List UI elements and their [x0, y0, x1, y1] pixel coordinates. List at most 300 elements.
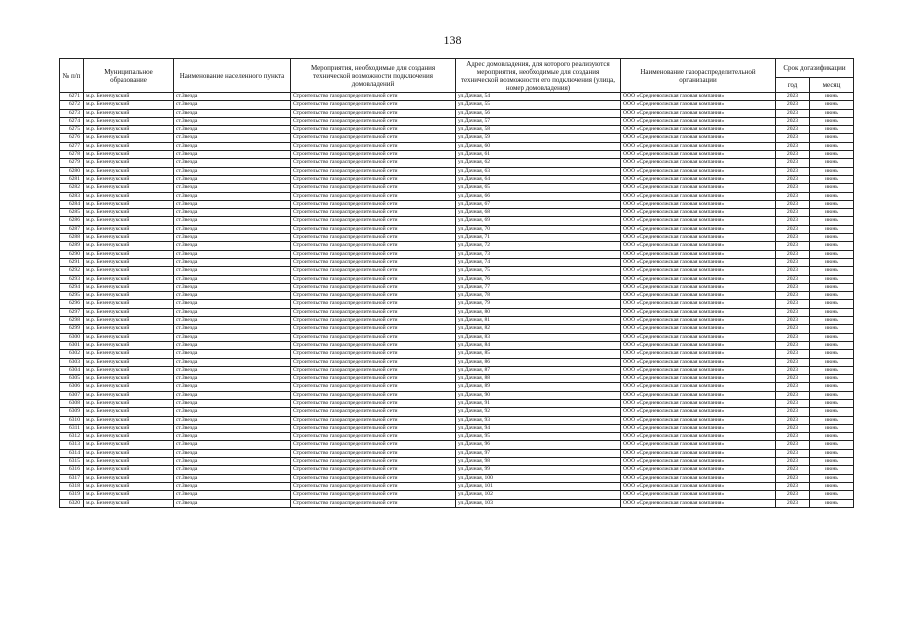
cell-organization: ООО «Средневолжская газовая компания»: [621, 499, 776, 507]
cell-year: 2023: [776, 358, 810, 366]
cell-measure: Строительство газораспределительной сети: [291, 101, 456, 109]
table-row: [60, 366, 854, 374]
cell-municipality: м.р. Безенчукский: [84, 283, 174, 291]
cell-organization: ООО «Средневолжская газовая компания»: [621, 491, 776, 499]
cell-address: ул.Дачная, 87: [456, 366, 621, 374]
cell-year: 2023: [776, 267, 810, 275]
cell-measure: Строительство газораспределительной сети: [291, 151, 456, 159]
cell-measure: Строительство газораспределительной сети: [291, 109, 456, 117]
cell-organization: ООО «Средневолжская газовая компания»: [621, 391, 776, 399]
cell-address: ул.Дачная, 82: [456, 325, 621, 333]
cell-settlement: ст.Звезда: [174, 308, 291, 316]
cell-measure: Строительство газораспределительной сети: [291, 283, 456, 291]
cell-settlement: ст.Звезда: [174, 433, 291, 441]
table-row: [60, 275, 854, 283]
cell-address: ул.Дачная, 101: [456, 482, 621, 490]
cell-organization: ООО «Средневолжская газовая компания»: [621, 433, 776, 441]
cell-num: 6297: [60, 308, 84, 316]
cell-municipality: м.р. Безенчукский: [84, 458, 174, 466]
cell-year: 2023: [776, 391, 810, 399]
cell-address: ул.Дачная, 78: [456, 292, 621, 300]
cell-num: 6279: [60, 159, 84, 167]
cell-measure: Строительство газораспределительной сети: [291, 375, 456, 383]
cell-organization: ООО «Средневолжская газовая компания»: [621, 142, 776, 150]
table-row: [60, 175, 854, 183]
cell-month: июнь: [810, 341, 854, 349]
cell-address: ул.Дачная, 75: [456, 267, 621, 275]
cell-month: июнь: [810, 350, 854, 358]
table-row: [60, 267, 854, 275]
table-row: [60, 433, 854, 441]
cell-organization: ООО «Средневолжская газовая компания»: [621, 159, 776, 167]
cell-settlement: ст.Звезда: [174, 383, 291, 391]
table-row: [60, 283, 854, 291]
cell-address: ул.Дачная, 83: [456, 333, 621, 341]
cell-municipality: м.р. Безенчукский: [84, 308, 174, 316]
cell-year: 2023: [776, 101, 810, 109]
cell-measure: Строительство газораспределительной сети: [291, 242, 456, 250]
cell-address: ул.Дачная, 103: [456, 499, 621, 507]
table-row: [60, 408, 854, 416]
cell-month: июнь: [810, 283, 854, 291]
cell-month: июнь: [810, 275, 854, 283]
table-row: [60, 391, 854, 399]
cell-num: 6310: [60, 416, 84, 424]
table-row: [60, 375, 854, 383]
cell-municipality: м.р. Безенчукский: [84, 292, 174, 300]
cell-num: 6305: [60, 375, 84, 383]
table-row: [60, 499, 854, 507]
cell-municipality: м.р. Безенчукский: [84, 491, 174, 499]
cell-year: 2023: [776, 424, 810, 432]
cell-num: 6292: [60, 267, 84, 275]
cell-organization: ООО «Средневолжская газовая компания»: [621, 341, 776, 349]
cell-measure: Строительство газораспределительной сети: [291, 358, 456, 366]
cell-settlement: ст.Звезда: [174, 333, 291, 341]
cell-num: 6276: [60, 134, 84, 142]
cell-address: ул.Дачная, 57: [456, 117, 621, 125]
cell-month: июнь: [810, 209, 854, 217]
cell-address: ул.Дачная, 61: [456, 151, 621, 159]
cell-settlement: ст.Звезда: [174, 250, 291, 258]
cell-settlement: ст.Звезда: [174, 391, 291, 399]
table-row: [60, 134, 854, 142]
cell-settlement: ст.Звезда: [174, 117, 291, 125]
cell-address: ул.Дачная, 54: [456, 93, 621, 101]
cell-municipality: м.р. Безенчукский: [84, 225, 174, 233]
cell-num: 6280: [60, 167, 84, 175]
cell-month: июнь: [810, 399, 854, 407]
cell-organization: ООО «Средневолжская газовая компания»: [621, 209, 776, 217]
cell-organization: ООО «Средневолжская газовая компания»: [621, 474, 776, 482]
cell-year: 2023: [776, 151, 810, 159]
cell-municipality: м.р. Безенчукский: [84, 466, 174, 474]
table-row: [60, 399, 854, 407]
cell-organization: ООО «Средневолжская газовая компания»: [621, 366, 776, 374]
cell-organization: ООО «Средневолжская газовая компания»: [621, 333, 776, 341]
cell-municipality: м.р. Безенчукский: [84, 499, 174, 507]
cell-month: июнь: [810, 383, 854, 391]
cell-settlement: ст.Звезда: [174, 200, 291, 208]
cell-month: июнь: [810, 433, 854, 441]
cell-measure: Строительство газораспределительной сети: [291, 200, 456, 208]
cell-municipality: м.р. Безенчукский: [84, 200, 174, 208]
cell-year: 2023: [776, 109, 810, 117]
cell-month: июнь: [810, 167, 854, 175]
cell-num: 6299: [60, 325, 84, 333]
cell-organization: ООО «Средневолжская газовая компания»: [621, 375, 776, 383]
cell-num: 6293: [60, 275, 84, 283]
cell-year: 2023: [776, 275, 810, 283]
table-row: [60, 151, 854, 159]
cell-year: 2023: [776, 308, 810, 316]
cell-year: 2023: [776, 159, 810, 167]
cell-measure: Строительство газораспределительной сети: [291, 482, 456, 490]
table-row: [60, 258, 854, 266]
cell-organization: ООО «Средневолжская газовая компания»: [621, 283, 776, 291]
cell-month: июнь: [810, 416, 854, 424]
cell-organization: ООО «Средневолжская газовая компания»: [621, 167, 776, 175]
cell-month: июнь: [810, 391, 854, 399]
table-header: [60, 59, 854, 93]
cell-year: 2023: [776, 341, 810, 349]
table-row: [60, 225, 854, 233]
cell-address: ул.Дачная, 81: [456, 317, 621, 325]
cell-year: 2023: [776, 416, 810, 424]
cell-measure: Строительство газораспределительной сети: [291, 341, 456, 349]
cell-measure: Строительство газораспределительной сети: [291, 408, 456, 416]
cell-municipality: м.р. Безенчукский: [84, 474, 174, 482]
cell-settlement: ст.Звезда: [174, 408, 291, 416]
cell-month: июнь: [810, 267, 854, 275]
cell-measure: Строительство газораспределительной сети: [291, 499, 456, 507]
cell-year: 2023: [776, 350, 810, 358]
cell-month: июнь: [810, 192, 854, 200]
cell-organization: ООО «Средневолжская газовая компания»: [621, 308, 776, 316]
cell-address: ул.Дачная, 100: [456, 474, 621, 482]
cell-num: 6294: [60, 283, 84, 291]
table-row: [60, 350, 854, 358]
cell-year: 2023: [776, 242, 810, 250]
cell-month: июнь: [810, 333, 854, 341]
table-row: [60, 184, 854, 192]
cell-year: 2023: [776, 258, 810, 266]
cell-num: 6281: [60, 175, 84, 183]
cell-measure: Строительство газораспределительной сети: [291, 167, 456, 175]
cell-measure: Строительство газораспределительной сети: [291, 366, 456, 374]
cell-measure: Строительство газораспределительной сети: [291, 391, 456, 399]
cell-address: ул.Дачная, 71: [456, 234, 621, 242]
cell-municipality: м.р. Безенчукский: [84, 350, 174, 358]
cell-year: 2023: [776, 167, 810, 175]
cell-month: июнь: [810, 159, 854, 167]
cell-settlement: ст.Звезда: [174, 234, 291, 242]
cell-settlement: ст.Звезда: [174, 101, 291, 109]
cell-municipality: м.р. Безенчукский: [84, 258, 174, 266]
cell-settlement: ст.Звезда: [174, 416, 291, 424]
cell-municipality: м.р. Безенчукский: [84, 192, 174, 200]
cell-month: июнь: [810, 375, 854, 383]
table-row: [60, 242, 854, 250]
cell-municipality: м.р. Безенчукский: [84, 325, 174, 333]
cell-num: 6308: [60, 399, 84, 407]
cell-municipality: м.р. Безенчукский: [84, 441, 174, 449]
cell-municipality: м.р. Безенчукский: [84, 109, 174, 117]
cell-year: 2023: [776, 441, 810, 449]
cell-year: 2023: [776, 93, 810, 101]
cell-month: июнь: [810, 117, 854, 125]
cell-month: июнь: [810, 225, 854, 233]
cell-address: ул.Дачная, 77: [456, 283, 621, 291]
cell-municipality: м.р. Безенчукский: [84, 275, 174, 283]
cell-year: 2023: [776, 117, 810, 125]
cell-address: ул.Дачная, 80: [456, 308, 621, 316]
cell-year: 2023: [776, 408, 810, 416]
cell-month: июнь: [810, 474, 854, 482]
cell-address: ул.Дачная, 65: [456, 184, 621, 192]
cell-year: 2023: [776, 142, 810, 150]
cell-num: 6304: [60, 366, 84, 374]
table-row: [60, 458, 854, 466]
cell-measure: Строительство газораспределительной сети: [291, 184, 456, 192]
cell-measure: Строительство газораспределительной сети: [291, 474, 456, 482]
cell-measure: Строительство газораспределительной сети: [291, 433, 456, 441]
cell-address: ул.Дачная, 68: [456, 209, 621, 217]
cell-municipality: м.р. Безенчукский: [84, 184, 174, 192]
cell-municipality: м.р. Безенчукский: [84, 134, 174, 142]
table-row: [60, 416, 854, 424]
cell-year: 2023: [776, 317, 810, 325]
cell-organization: ООО «Средневолжская газовая компания»: [621, 109, 776, 117]
cell-organization: ООО «Средневолжская газовая компания»: [621, 458, 776, 466]
cell-settlement: ст.Звезда: [174, 192, 291, 200]
cell-month: июнь: [810, 491, 854, 499]
cell-organization: ООО «Средневолжская газовая компания»: [621, 184, 776, 192]
cell-organization: ООО «Средневолжская газовая компания»: [621, 267, 776, 275]
cell-municipality: м.р. Безенчукский: [84, 142, 174, 150]
cell-month: июнь: [810, 317, 854, 325]
cell-num: 6306: [60, 383, 84, 391]
cell-municipality: м.р. Безенчукский: [84, 399, 174, 407]
cell-measure: Строительство газораспределительной сети: [291, 308, 456, 316]
cell-settlement: ст.Звезда: [174, 267, 291, 275]
cell-settlement: ст.Звезда: [174, 341, 291, 349]
cell-month: июнь: [810, 200, 854, 208]
cell-organization: ООО «Средневолжская газовая компания»: [621, 424, 776, 432]
table-row: [60, 126, 854, 134]
cell-organization: ООО «Средневолжская газовая компания»: [621, 399, 776, 407]
cell-settlement: ст.Звезда: [174, 499, 291, 507]
cell-organization: ООО «Средневолжская газовая компания»: [621, 416, 776, 424]
cell-organization: ООО «Средневолжская газовая компания»: [621, 175, 776, 183]
cell-address: ул.Дачная, 85: [456, 350, 621, 358]
cell-num: 6302: [60, 350, 84, 358]
cell-year: 2023: [776, 466, 810, 474]
cell-settlement: ст.Звезда: [174, 350, 291, 358]
cell-settlement: ст.Звезда: [174, 258, 291, 266]
table-row: [60, 325, 854, 333]
cell-settlement: ст.Звезда: [174, 358, 291, 366]
header-address: Адрес домовладения, для которого реализуются мероприятия, необходимые для создания технической возможности его подключения (улица, номер домовладения): [456, 59, 621, 93]
cell-municipality: м.р. Безенчукский: [84, 391, 174, 399]
cell-address: ул.Дачная, 67: [456, 200, 621, 208]
cell-municipality: м.р. Безенчукский: [84, 358, 174, 366]
cell-num: 6288: [60, 234, 84, 242]
cell-address: ул.Дачная, 92: [456, 408, 621, 416]
page-number: 138: [443, 33, 462, 47]
cell-settlement: ст.Звезда: [174, 167, 291, 175]
cell-month: июнь: [810, 234, 854, 242]
cell-month: июнь: [810, 449, 854, 457]
cell-year: 2023: [776, 217, 810, 225]
cell-municipality: м.р. Безенчукский: [84, 416, 174, 424]
cell-address: ул.Дачная, 94: [456, 424, 621, 432]
table-row: [60, 109, 854, 117]
cell-municipality: м.р. Безенчукский: [84, 366, 174, 374]
cell-num: 6319: [60, 491, 84, 499]
cell-municipality: м.р. Безенчукский: [84, 433, 174, 441]
cell-organization: ООО «Средневолжская газовая компания»: [621, 482, 776, 490]
cell-measure: Строительство газораспределительной сети: [291, 192, 456, 200]
cell-year: 2023: [776, 383, 810, 391]
cell-measure: Строительство газораспределительной сети: [291, 325, 456, 333]
cell-address: ул.Дачная, 64: [456, 175, 621, 183]
cell-month: июнь: [810, 366, 854, 374]
cell-measure: Строительство газораспределительной сети: [291, 399, 456, 407]
cell-num: 6289: [60, 242, 84, 250]
cell-settlement: ст.Звезда: [174, 399, 291, 407]
cell-settlement: ст.Звезда: [174, 449, 291, 457]
cell-organization: ООО «Средневолжская газовая компания»: [621, 383, 776, 391]
table-row: [60, 101, 854, 109]
cell-num: 6298: [60, 317, 84, 325]
cell-address: ул.Дачная, 73: [456, 250, 621, 258]
cell-organization: ООО «Средневолжская газовая компания»: [621, 126, 776, 134]
table-row: [60, 341, 854, 349]
cell-municipality: м.р. Безенчукский: [84, 424, 174, 432]
cell-municipality: м.р. Безенчукский: [84, 317, 174, 325]
cell-organization: ООО «Средневолжская газовая компания»: [621, 225, 776, 233]
cell-num: 6295: [60, 292, 84, 300]
table-row: [60, 358, 854, 366]
cell-year: 2023: [776, 325, 810, 333]
cell-address: ул.Дачная, 79: [456, 300, 621, 308]
cell-address: ул.Дачная, 74: [456, 258, 621, 266]
header-year: год: [776, 78, 810, 93]
cell-settlement: ст.Звезда: [174, 441, 291, 449]
cell-year: 2023: [776, 225, 810, 233]
cell-measure: Строительство газораспределительной сети: [291, 424, 456, 432]
cell-year: 2023: [776, 134, 810, 142]
cell-address: ул.Дачная, 69: [456, 217, 621, 225]
cell-month: июнь: [810, 142, 854, 150]
header-num: № п/п: [60, 59, 84, 93]
cell-address: ул.Дачная, 59: [456, 134, 621, 142]
cell-measure: Строительство газораспределительной сети: [291, 333, 456, 341]
cell-organization: ООО «Средневолжская газовая компания»: [621, 134, 776, 142]
cell-num: 6275: [60, 126, 84, 134]
cell-num: 6312: [60, 433, 84, 441]
cell-organization: ООО «Средневолжская газовая компания»: [621, 292, 776, 300]
cell-month: июнь: [810, 134, 854, 142]
cell-settlement: ст.Звезда: [174, 151, 291, 159]
cell-measure: Строительство газораспределительной сети: [291, 217, 456, 225]
cell-settlement: ст.Звезда: [174, 292, 291, 300]
cell-address: ул.Дачная, 97: [456, 449, 621, 457]
cell-organization: ООО «Средневолжская газовая компания»: [621, 325, 776, 333]
cell-year: 2023: [776, 333, 810, 341]
cell-settlement: ст.Звезда: [174, 317, 291, 325]
cell-num: 6287: [60, 225, 84, 233]
cell-municipality: м.р. Безенчукский: [84, 93, 174, 101]
cell-municipality: м.р. Безенчукский: [84, 333, 174, 341]
header-measures: Мероприятия, необходимые для создания технической возможности подключения домовладений: [291, 59, 456, 93]
table-row: [60, 234, 854, 242]
cell-year: 2023: [776, 126, 810, 134]
cell-month: июнь: [810, 175, 854, 183]
cell-num: 6311: [60, 424, 84, 432]
cell-address: ул.Дачная, 84: [456, 341, 621, 349]
cell-settlement: ст.Звезда: [174, 109, 291, 117]
table-row: [60, 383, 854, 391]
cell-address: ул.Дачная, 93: [456, 416, 621, 424]
cell-municipality: м.р. Безенчукский: [84, 375, 174, 383]
cell-municipality: м.р. Безенчукский: [84, 175, 174, 183]
table-row: [60, 449, 854, 457]
cell-month: июнь: [810, 258, 854, 266]
cell-year: 2023: [776, 283, 810, 291]
cell-organization: ООО «Средневолжская газовая компания»: [621, 192, 776, 200]
cell-address: ул.Дачная, 58: [456, 126, 621, 134]
cell-settlement: ст.Звезда: [174, 142, 291, 150]
cell-measure: Строительство газораспределительной сети: [291, 267, 456, 275]
cell-municipality: м.р. Безенчукский: [84, 209, 174, 217]
cell-month: июнь: [810, 126, 854, 134]
cell-address: ул.Дачная, 86: [456, 358, 621, 366]
cell-address: ул.Дачная, 70: [456, 225, 621, 233]
table-row: [60, 317, 854, 325]
cell-year: 2023: [776, 300, 810, 308]
cell-measure: Строительство газораспределительной сети: [291, 441, 456, 449]
cell-num: 6277: [60, 142, 84, 150]
cell-measure: Строительство газораспределительной сети: [291, 350, 456, 358]
table-row: [60, 482, 854, 490]
cell-measure: Строительство газораспределительной сети: [291, 416, 456, 424]
cell-municipality: м.р. Безенчукский: [84, 250, 174, 258]
cell-organization: ООО «Средневолжская газовая компания»: [621, 358, 776, 366]
cell-address: ул.Дачная, 88: [456, 375, 621, 383]
cell-measure: Строительство газораспределительной сети: [291, 93, 456, 101]
cell-settlement: ст.Звезда: [174, 93, 291, 101]
cell-municipality: м.р. Безенчукский: [84, 117, 174, 125]
cell-measure: Строительство газораспределительной сети: [291, 134, 456, 142]
cell-settlement: ст.Звезда: [174, 474, 291, 482]
gasification-table: [59, 58, 854, 508]
cell-year: 2023: [776, 399, 810, 407]
cell-municipality: м.р. Безенчукский: [84, 159, 174, 167]
cell-num: 6273: [60, 109, 84, 117]
table-row: [60, 308, 854, 316]
cell-municipality: м.р. Безенчукский: [84, 217, 174, 225]
cell-measure: Строительство газораспределительной сети: [291, 117, 456, 125]
cell-address: ул.Дачная, 98: [456, 458, 621, 466]
cell-num: 6318: [60, 482, 84, 490]
header-month: месяц: [810, 78, 854, 93]
cell-address: ул.Дачная, 96: [456, 441, 621, 449]
cell-year: 2023: [776, 449, 810, 457]
cell-year: 2023: [776, 474, 810, 482]
cell-year: 2023: [776, 375, 810, 383]
